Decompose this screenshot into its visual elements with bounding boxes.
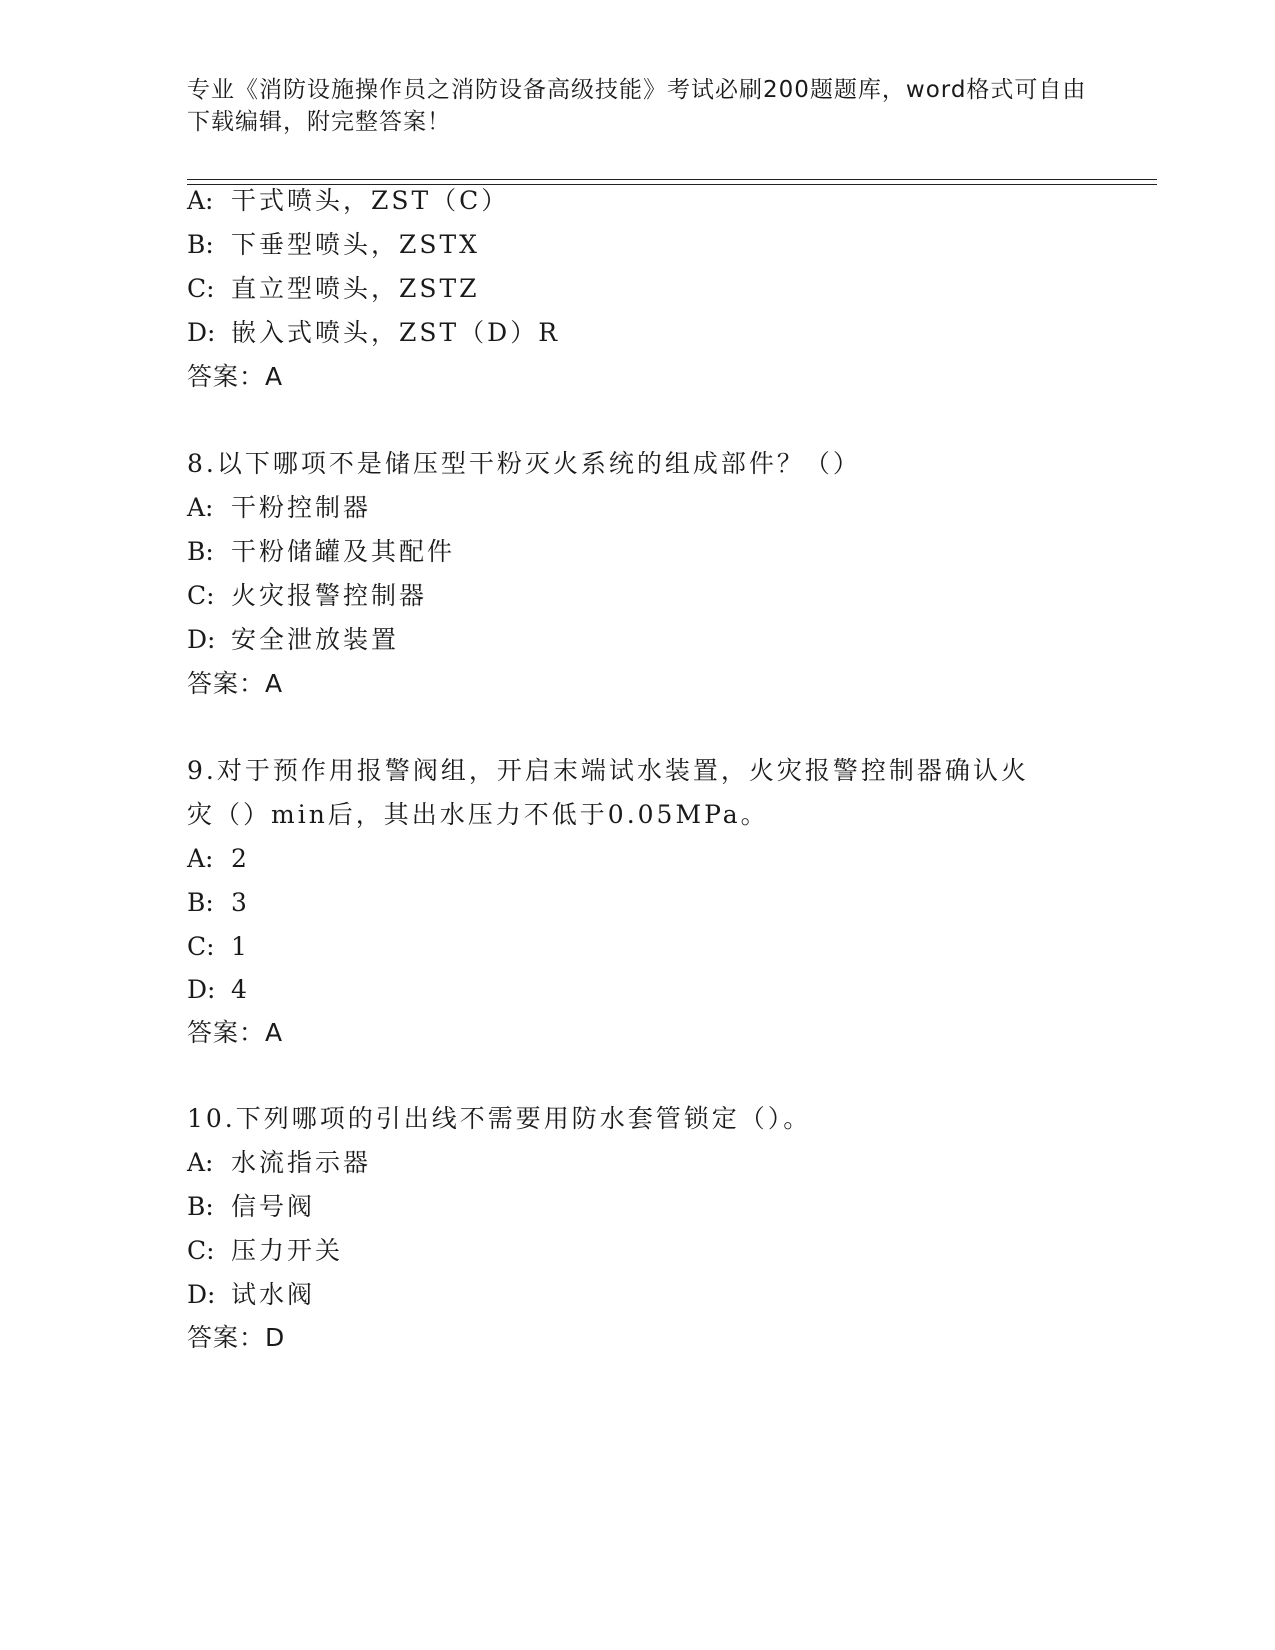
q9-option-a: A: 2 [187, 844, 250, 873]
q9-option-b: B: 3 [187, 888, 250, 917]
q8-question: 8.以下哪项不是储压型干粉灭火系统的组成部件？（） [187, 449, 861, 478]
q10-option-b: B: 信号阀 [187, 1192, 316, 1221]
q10-question: 10.下列哪项的引出线不需要用防水套管锁定（）。 [187, 1104, 812, 1133]
q9-option-c: C: 1 [187, 932, 250, 961]
header-divider-top [187, 179, 1157, 180]
q9-answer: 答案：A [187, 1018, 284, 1047]
q8-option-c: C: 火灾报警控制器 [187, 581, 428, 610]
q7-option-a: A: 干式喷头，ZST（C） [187, 186, 510, 215]
q7-option-d: D: 嵌入式喷头，ZST（D）R [187, 318, 561, 347]
q7-option-c: C: 直立型喷头，ZSTZ [187, 274, 480, 303]
q9-question-line2: 灾（）min后，其出水压力不低于0.05MPa。 [187, 800, 769, 829]
q10-option-a: A: 水流指示器 [187, 1148, 372, 1177]
q8-answer: 答案：A [187, 669, 284, 698]
q9-option-d: D: 4 [187, 975, 250, 1004]
document-header: 专业《消防设施操作员之消防设备高级技能》考试必刷200题题库，word格式可自由下载编辑，附完整答案！ [187, 77, 1087, 135]
q8-option-d: D: 安全泄放装置 [187, 625, 400, 654]
q7-answer: 答案：A [187, 362, 284, 391]
q10-option-c: C: 压力开关 [187, 1236, 344, 1265]
q10-answer: 答案：D [187, 1323, 286, 1352]
q8-option-a: A: 干粉控制器 [187, 493, 372, 522]
q10-option-d: D: 试水阀 [187, 1280, 316, 1309]
q9-question-line1: 9.对于预作用报警阀组，开启末端试水装置，火灾报警控制器确认火 [187, 756, 1029, 785]
q7-option-b: B: 下垂型喷头，ZSTX [187, 230, 480, 259]
q8-option-b: B: 干粉储罐及其配件 [187, 537, 456, 566]
